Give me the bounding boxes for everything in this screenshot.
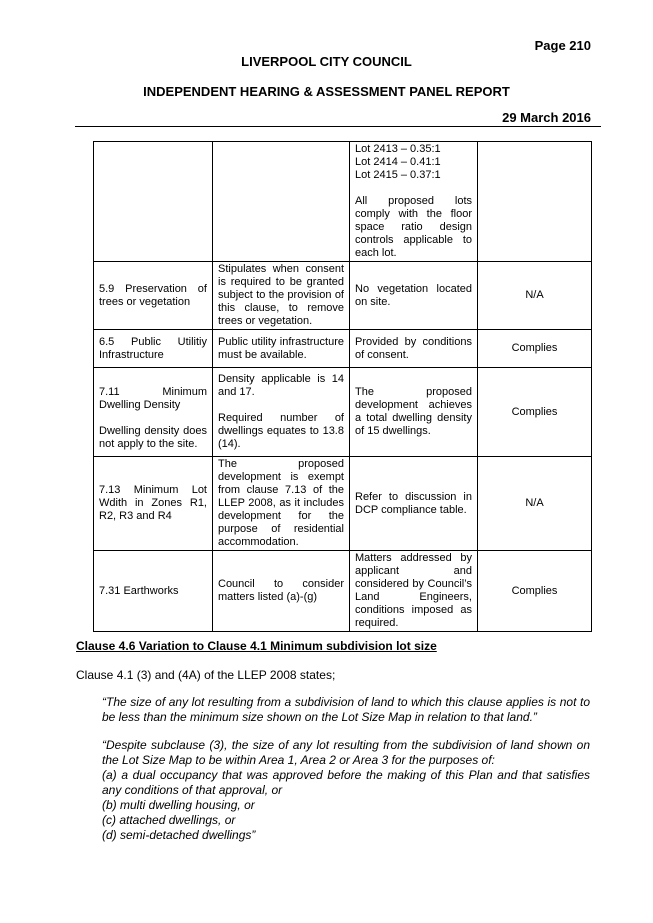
clause-cell: 6.5 Public Utilitiy Infrastructure xyxy=(94,330,213,368)
requirement-cell: Stipulates when consent is required to be granted subject to the provision of this clause, to remove trees or vegetation. xyxy=(213,262,350,330)
comment-cell: Refer to discussion in DCP compliance table. xyxy=(350,457,478,551)
clause-title: 7.11 Minimum Dwelling Density xyxy=(99,385,207,411)
requirement-cell xyxy=(213,142,350,262)
fsr-comment: All proposed lots comply with the floor space ratio design controls applicable to each lot. xyxy=(355,195,472,259)
report-date: 29 March 2016 xyxy=(502,110,591,125)
clause-cell: 7.31 Earthworks xyxy=(94,551,213,632)
comment-cell: No vegetation located on site. xyxy=(350,262,478,330)
quote-item: (a) a dual occupancy that was approved before the making of this Plan and that satisfies any conditions of that approval, or xyxy=(102,768,590,797)
table-row xyxy=(94,457,592,551)
status-cell: N/A xyxy=(478,457,592,551)
header-rule xyxy=(75,126,601,127)
comment-cell: Provided by conditions of consent. xyxy=(350,330,478,368)
status-cell: Complies xyxy=(478,368,592,457)
compliance-table xyxy=(93,141,592,632)
table-row xyxy=(94,262,592,330)
comment-cell xyxy=(350,142,478,262)
requirement-cell: The proposed development is exempt from clause 7.13 of the LLEP 2008, as it includes development for the purpose of residential accommodation. xyxy=(213,457,350,551)
comment-cell: The proposed development achieves a total dwelling density of 15 dwellings. xyxy=(350,368,478,457)
table-row xyxy=(94,368,592,457)
clause-cell: 5.9 Preservation of trees or vegetation xyxy=(94,262,213,330)
clause-note: Dwelling density does not apply to the site. xyxy=(99,424,207,450)
clause-cell xyxy=(94,368,213,457)
clause-heading: Clause 4.6 Variation to Clause 4.1 Minimum subdivision lot size xyxy=(76,639,437,653)
page-number: Page 210 xyxy=(534,38,591,53)
requirement-note: Required number of dwellings equates to 13.8 (14). xyxy=(218,412,344,450)
status-cell: Complies xyxy=(478,551,592,632)
report-title: INDEPENDENT HEARING & ASSESSMENT PANEL REPORT xyxy=(143,84,510,99)
requirement-cell: Council to consider matters listed (a)-(g) xyxy=(213,551,350,632)
clause-cell: 7.13 Minimum Lot Wdith in Zones R1, R2, R3 and R4 xyxy=(94,457,213,551)
table-row xyxy=(94,330,592,368)
lot-fsr: Lot 2414 – 0.41:1 xyxy=(355,156,441,168)
status-cell: Complies xyxy=(478,330,592,368)
intro-paragraph: Clause 4.1 (3) and (4A) of the LLEP 2008 states; xyxy=(76,668,336,682)
table-row xyxy=(94,142,592,262)
quote-item: (c) attached dwellings, or xyxy=(102,813,236,827)
quote-subclause-4a xyxy=(102,738,590,843)
requirement-cell: Public utility infrastructure must be available. xyxy=(213,330,350,368)
requirement-cell xyxy=(213,368,350,457)
lot-fsr: Lot 2413 – 0.35:1 xyxy=(355,143,441,155)
quote-item: (b) multi dwelling housing, or xyxy=(102,798,255,812)
clause-cell xyxy=(94,142,213,262)
status-cell xyxy=(478,142,592,262)
quote-subclause-3: “The size of any lot resulting from a subdivision of land to which this clause applies is not to be less than the minimum size shown on the Lot Size Map in relation to that land.” xyxy=(102,695,590,724)
requirement-text: Density applicable is 14 and 17. xyxy=(218,373,344,398)
table-row xyxy=(94,551,592,632)
status-cell: N/A xyxy=(478,262,592,330)
quote-lead: “Despite subclause (3), the size of any lot resulting from the subdivision of land shown on the Lot Size Map to be within Area 1, Area 2 or Area 3 for the purposes of: xyxy=(102,738,590,767)
quote-item: (d) semi-detached dwellings” xyxy=(102,828,256,842)
comment-cell: Matters addressed by applicant and considered by Council’s Land Engineers, conditions imposed as required. xyxy=(350,551,478,632)
council-name: LIVERPOOL CITY COUNCIL xyxy=(241,54,412,69)
lot-fsr: Lot 2415 – 0.37:1 xyxy=(355,169,441,181)
